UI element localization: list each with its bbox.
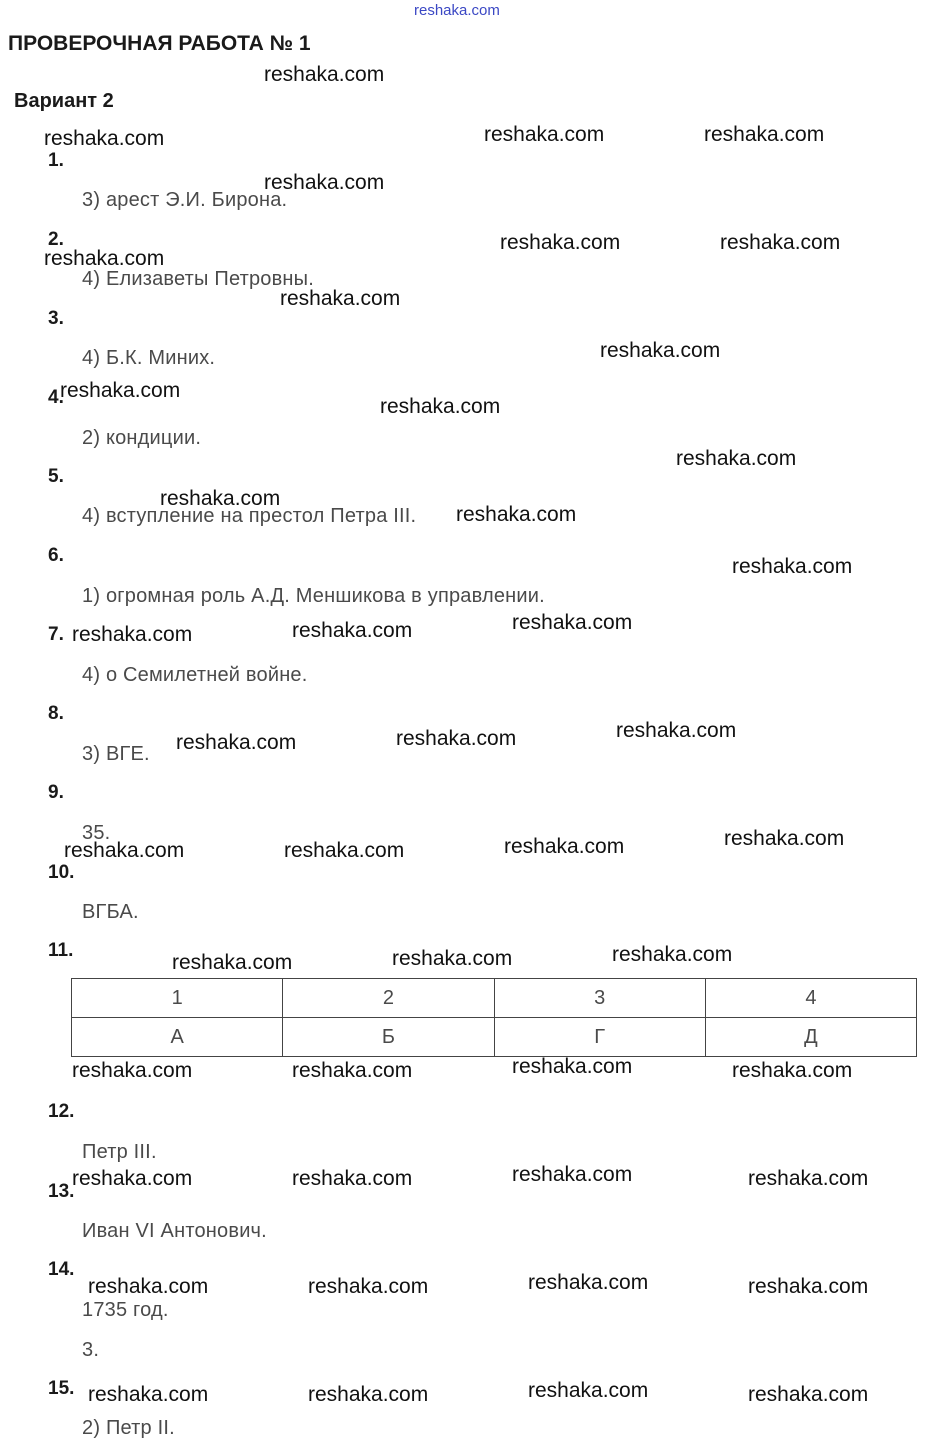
answer-text: 1735 год. <box>82 1299 169 1321</box>
watermark: reshaka.com <box>484 123 605 146</box>
question-number: 6. <box>48 545 64 566</box>
watermark: reshaka.com <box>292 1059 413 1082</box>
question-number: 5. <box>48 466 64 487</box>
watermark: reshaka.com <box>504 835 625 858</box>
watermark: reshaka.com <box>60 379 181 402</box>
watermark: reshaka.com <box>176 731 297 754</box>
answer-text: ВГБА. <box>82 901 139 923</box>
table-header-cell: 3 <box>494 979 705 1018</box>
watermark: reshaka.com <box>308 1383 429 1406</box>
answer-text: 4) вступление на престол Петра III. <box>82 505 417 527</box>
watermark: reshaka.com <box>720 231 841 254</box>
answer-table <box>71 978 917 1057</box>
answer-text: 35. <box>82 822 111 844</box>
question-number: 3. <box>48 308 64 329</box>
watermark: reshaka.com <box>748 1167 869 1190</box>
watermark: reshaka.com <box>676 447 797 470</box>
table-header-cell: 1 <box>72 979 283 1018</box>
answer-text: 3. <box>82 1339 100 1361</box>
watermark: reshaka.com <box>396 727 517 750</box>
question-number: 11. <box>48 940 74 961</box>
watermark: reshaka.com <box>512 611 633 634</box>
site-header: reshaka.com <box>414 2 500 19</box>
watermark: reshaka.com <box>392 947 513 970</box>
watermark: reshaka.com <box>724 827 845 850</box>
page-title: ПРОВЕРОЧНАЯ РАБОТА № 1 <box>8 32 311 55</box>
watermark: reshaka.com <box>88 1275 209 1298</box>
question-number: 4. <box>48 387 64 408</box>
watermark: reshaka.com <box>308 1275 429 1298</box>
watermark: reshaka.com <box>88 1383 209 1406</box>
watermark: reshaka.com <box>732 555 853 578</box>
watermark: reshaka.com <box>616 719 737 742</box>
table-row <box>72 979 917 1018</box>
answer-text: 3) ВГЕ. <box>82 743 150 765</box>
watermark: reshaka.com <box>264 63 385 86</box>
watermark: reshaka.com <box>264 171 385 194</box>
watermark: reshaka.com <box>512 1163 633 1186</box>
watermark: reshaka.com <box>44 127 165 150</box>
question-number: 13. <box>48 1181 75 1202</box>
answer-text: Петр III. <box>82 1141 157 1163</box>
table-header-cell: 2 <box>283 979 494 1018</box>
watermark: reshaka.com <box>600 339 721 362</box>
watermark: reshaka.com <box>748 1275 869 1298</box>
answer-text: 4) о Семилетней войне. <box>82 664 308 686</box>
watermark: reshaka.com <box>512 1055 633 1078</box>
table-cell: Г <box>494 1018 705 1057</box>
watermark: reshaka.com <box>612 943 733 966</box>
question-number: 2. <box>48 229 64 250</box>
answer-text: 4) Б.К. Миних. <box>82 347 216 369</box>
answer-text: 3) арест Э.И. Бирона. <box>82 189 288 211</box>
question-number: 10. <box>48 862 75 883</box>
table-row <box>72 1018 917 1057</box>
table-cell: Д <box>705 1018 916 1057</box>
watermark: reshaka.com <box>280 287 401 310</box>
watermark: reshaka.com <box>72 1059 193 1082</box>
watermark: reshaka.com <box>748 1383 869 1406</box>
question-number: 1. <box>48 150 64 171</box>
variant-heading: Вариант 2 <box>14 90 114 112</box>
watermark: reshaka.com <box>704 123 825 146</box>
watermark: reshaka.com <box>380 395 501 418</box>
table-cell: Б <box>283 1018 494 1057</box>
watermark: reshaka.com <box>284 839 405 862</box>
answer-text: 4) Елизаветы Петровны. <box>82 268 315 290</box>
watermark: reshaka.com <box>72 623 193 646</box>
question-number: 14. <box>48 1259 75 1280</box>
watermark: reshaka.com <box>72 1167 193 1190</box>
question-number: 15. <box>48 1378 75 1399</box>
question-number: 8. <box>48 703 64 724</box>
watermark: reshaka.com <box>500 231 621 254</box>
answer-text: Иван VI Антонович. <box>82 1220 267 1242</box>
watermark: reshaka.com <box>528 1379 649 1402</box>
answer-text: 1) огромная роль А.Д. Меншикова в управлении. <box>82 585 545 607</box>
watermark: reshaka.com <box>292 1167 413 1190</box>
table-header-cell: 4 <box>705 979 916 1018</box>
watermark: reshaka.com <box>732 1059 853 1082</box>
question-number: 12. <box>48 1101 75 1122</box>
answer-text: 2) кондиции. <box>82 427 202 449</box>
watermark: reshaka.com <box>64 839 185 862</box>
watermark: reshaka.com <box>456 503 577 526</box>
watermark: reshaka.com <box>528 1271 649 1294</box>
watermark: reshaka.com <box>160 487 281 510</box>
question-number: 9. <box>48 782 64 803</box>
watermark: reshaka.com <box>172 951 293 974</box>
answer-text: 2) Петр II. <box>82 1417 175 1439</box>
watermark: reshaka.com <box>292 619 413 642</box>
table-cell: А <box>72 1018 283 1057</box>
question-number: 7. <box>48 624 64 645</box>
watermark: reshaka.com <box>44 247 165 270</box>
